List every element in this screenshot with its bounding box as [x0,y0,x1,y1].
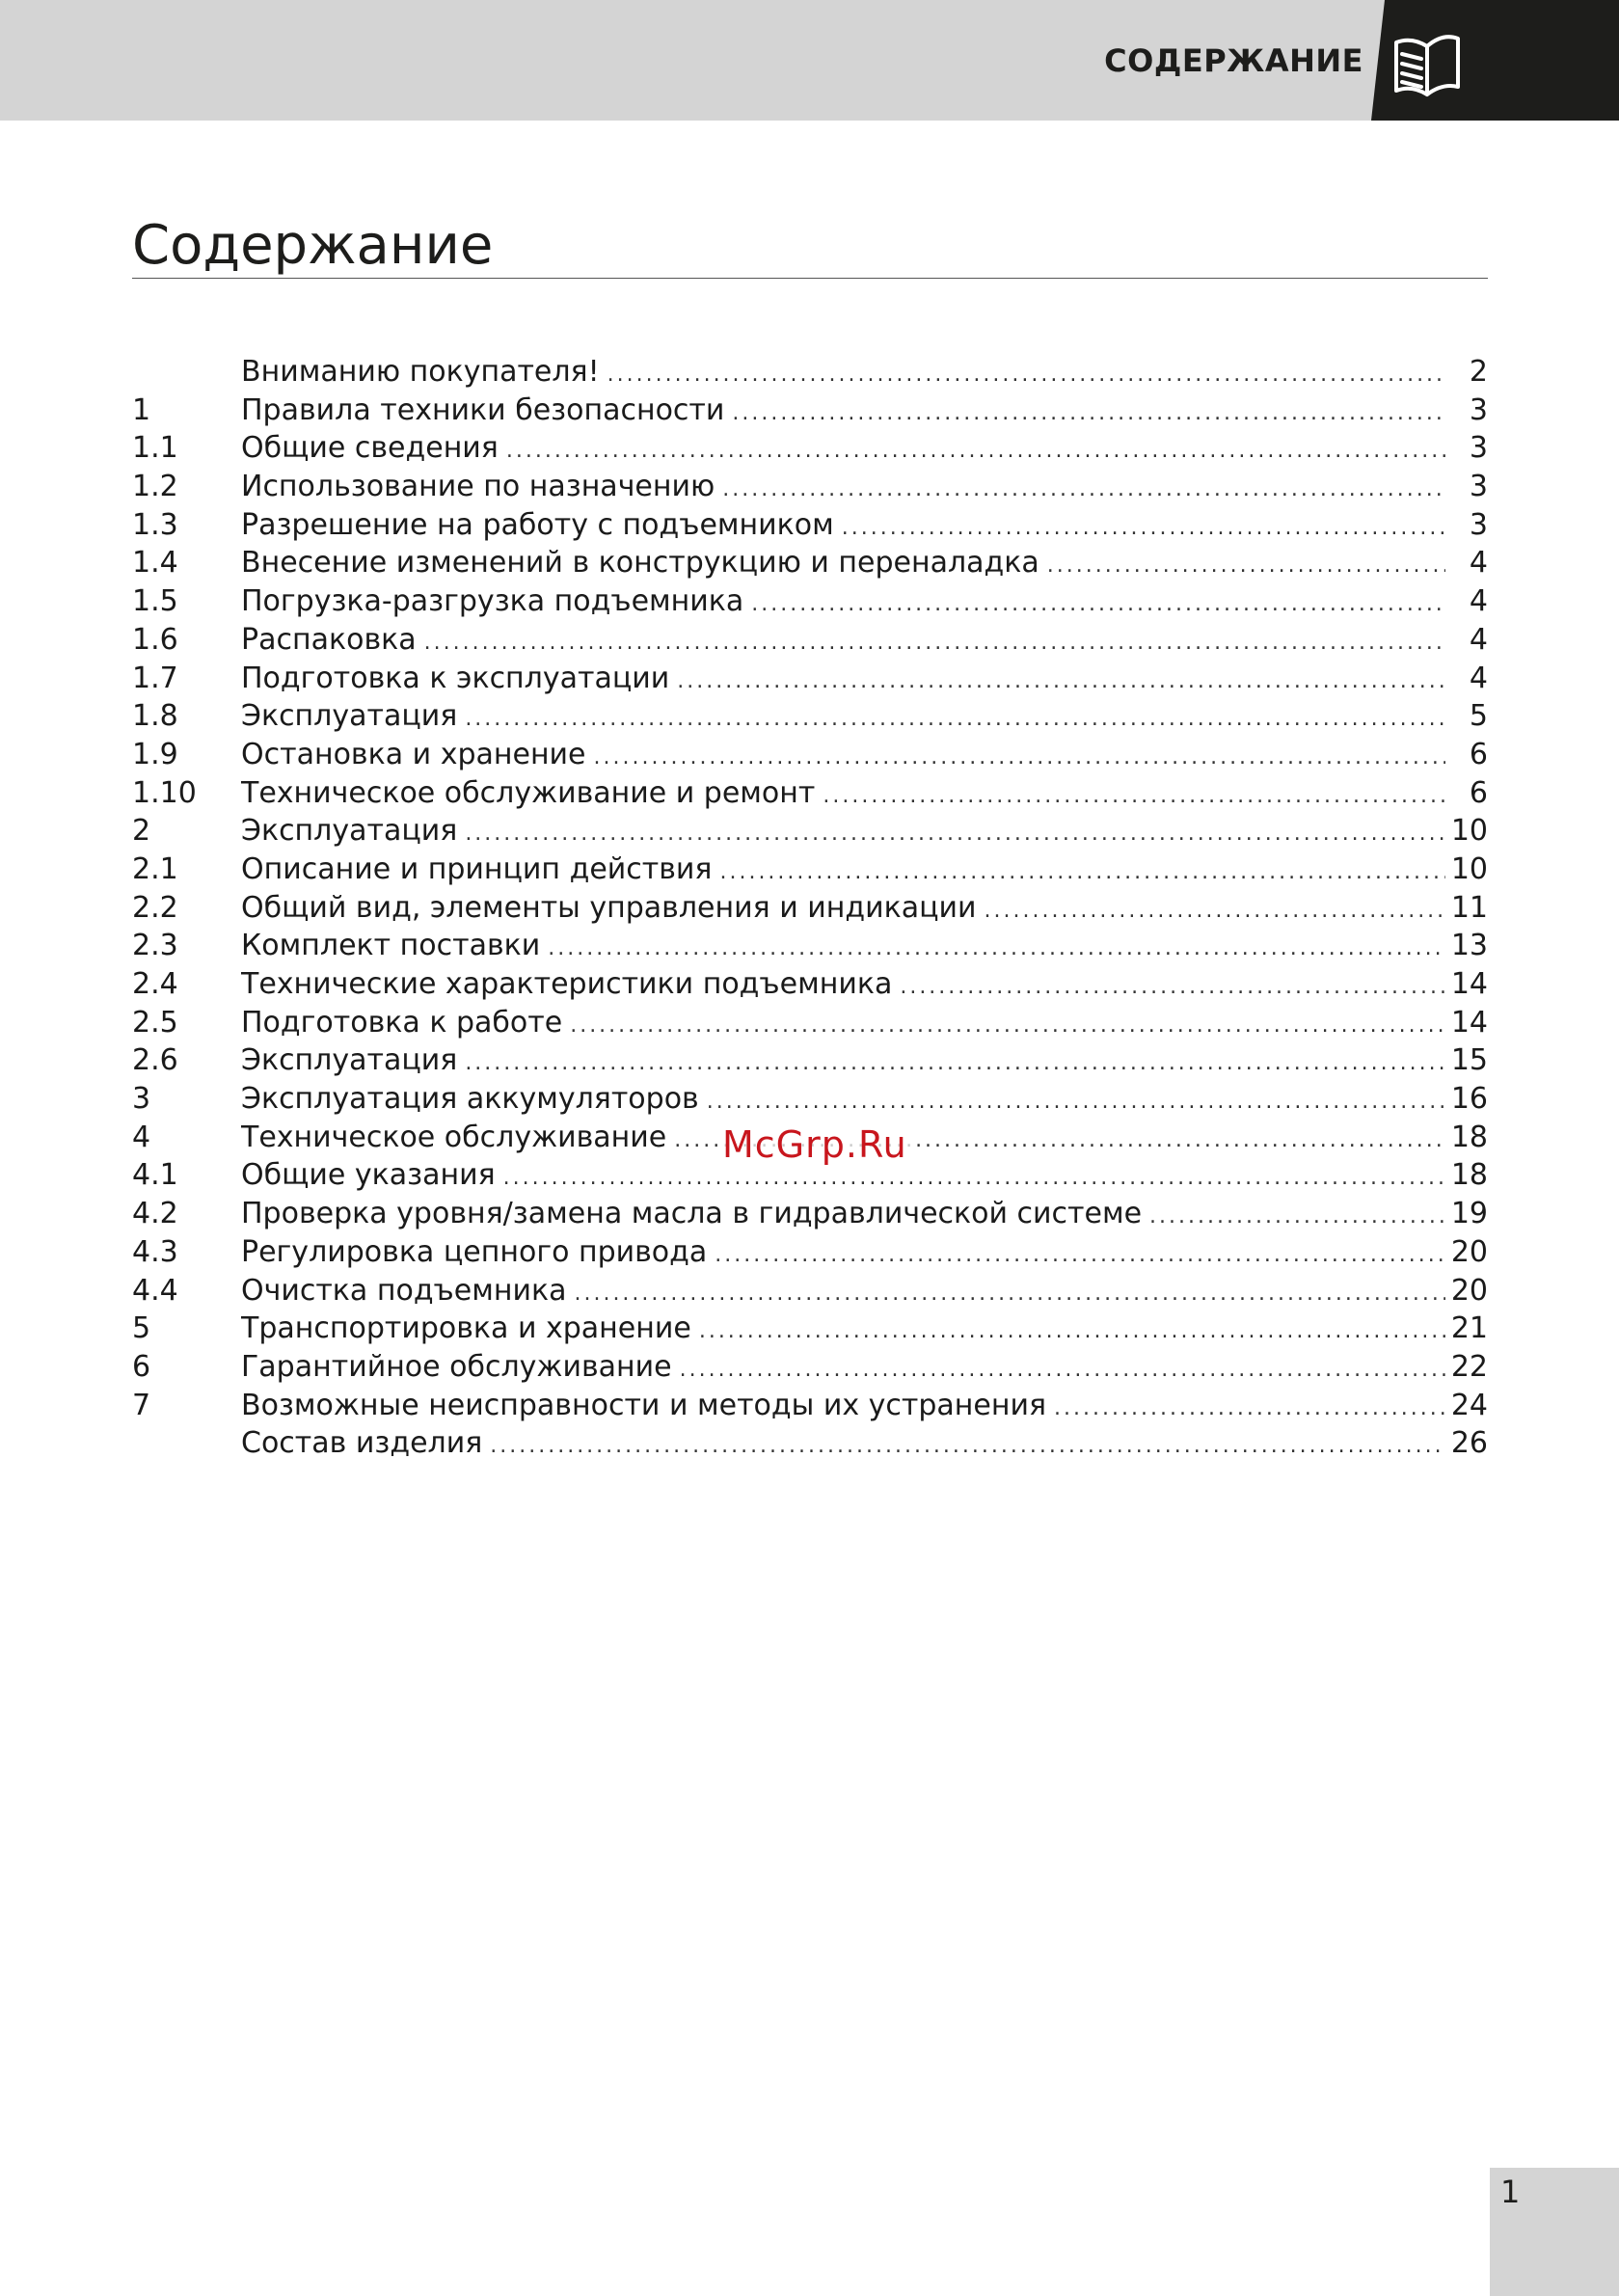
toc-section-number: 4.4 [132,1273,178,1308]
toc-page-number: 10 [1450,851,1488,886]
toc-page-number: 19 [1450,1197,1488,1231]
toc-section-number: 2 [132,814,151,849]
toc-entry-body [241,1233,1445,1275]
toc-page-number: 18 [1450,1120,1488,1154]
toc-entry-body [241,660,1445,701]
toc-entry[interactable] [132,353,1488,392]
toc-page-number: 3 [1469,507,1488,542]
toc-section-number: 1.8 [132,699,178,734]
table-of-contents [132,353,1488,1463]
toc-entry-body [241,1272,1445,1313]
toc-section-number: 1.10 [132,775,197,810]
toc-page-number: 3 [1469,431,1488,466]
toc-entry[interactable] [132,1233,1488,1272]
toc-entry[interactable] [132,1195,1488,1233]
toc-section-number: 2.6 [132,1043,178,1078]
toc-entry-body [241,1080,1445,1121]
toc-page-number: 6 [1469,775,1488,810]
toc-dot-leader [985,892,1446,931]
toc-section-title: Эксплуатация [241,814,458,849]
toc-dot-leader [465,815,1445,853]
toc-entry-body [241,889,1445,931]
toc-dot-leader [677,662,1445,701]
toc-dot-leader [506,432,1445,471]
toc-entry[interactable] [132,736,1488,774]
toc-entry-body [241,506,1445,548]
toc-section-title: Использование по назначению [241,470,715,504]
toc-entry-body [241,736,1445,777]
toc-page-number: 2 [1469,355,1488,389]
toc-page-number: 21 [1450,1311,1488,1346]
toc-dot-leader [548,930,1445,968]
toc-section-number: 1.7 [132,661,178,695]
toc-section-title: Подготовка к эксплуатации [241,661,670,695]
toc-section-number: 1.6 [132,622,178,657]
toc-dot-leader [699,1312,1445,1351]
toc-entry-body [241,1310,1445,1351]
toc-entry-body [241,965,1445,1007]
toc-dot-leader [503,1159,1445,1198]
toc-entry-body [241,1348,1445,1390]
toc-entry-body [241,621,1445,662]
toc-section-title: Комплект поставки [241,929,541,963]
toc-entry-body [241,1387,1445,1428]
toc-entry[interactable] [132,544,1488,582]
toc-entry-body [241,927,1445,968]
toc-entry-body [241,1004,1445,1045]
page-number: 1 [1500,2174,1521,2210]
toc-entry[interactable] [132,1387,1488,1425]
toc-section-title: Транспортировка и хранение [241,1311,691,1346]
toc-section-title: Регулировка цепного привода [241,1234,708,1269]
toc-section-number: 4.3 [132,1234,178,1269]
toc-section-number: 7 [132,1388,151,1422]
toc-page-number: 4 [1469,584,1488,619]
toc-section-number: 2.5 [132,1005,178,1040]
toc-entry-body [241,851,1445,892]
toc-section-title: Погрузка-разгрузка подъемника [241,584,744,619]
toc-entry[interactable] [132,697,1488,736]
toc-entry-body [241,468,1445,509]
toc-section-title: Гарантийное обслуживание [241,1349,672,1384]
toc-section-number: 4.1 [132,1158,178,1193]
toc-section-title: Правила техники безопасности [241,392,725,427]
toc-entry-body [241,812,1445,853]
toc-dot-leader [751,585,1445,624]
toc-dot-leader [424,624,1445,662]
toc-dot-leader [1047,547,1445,585]
toc-section-title: Общий вид, элементы управления и индикации [241,890,977,925]
toc-section-title: Подготовка к работе [241,1005,563,1040]
toc-page-number: 16 [1450,1082,1488,1117]
toc-entry-body [241,1041,1445,1083]
toc-entry[interactable] [132,506,1488,545]
toc-section-title: Возможные неисправности и методы их устранения [241,1388,1047,1422]
toc-entry-body [241,697,1445,739]
toc-dot-leader [490,1427,1445,1466]
toc-section-title: Остановка и хранение [241,737,586,771]
toc-entry-body [241,582,1445,624]
toc-entry[interactable] [132,1348,1488,1387]
toc-dot-leader [900,968,1445,1007]
toc-section-title: Очистка подъемника [241,1273,567,1308]
toc-page-number: 6 [1469,737,1488,771]
toc-dot-leader [594,739,1445,777]
toc-entry[interactable] [132,429,1488,468]
toc-section-title: Проверка уровня/замена масла в гидравлической системе [241,1197,1143,1231]
title-divider [132,278,1488,279]
toc-section-number: 1.4 [132,546,178,581]
toc-section-title: Внесение изменений в конструкцию и переналадка [241,546,1039,581]
toc-entry[interactable] [132,660,1488,698]
toc-section-title: Состав изделия [241,1426,483,1461]
toc-entry[interactable] [132,1041,1488,1080]
toc-section-number: 4 [132,1120,151,1154]
toc-entry[interactable] [132,1080,1488,1119]
toc-section-title: Общие указания [241,1158,496,1193]
toc-page-number: 15 [1450,1043,1488,1078]
toc-page-number: 11 [1450,890,1488,925]
toc-dot-leader [570,1007,1445,1045]
toc-entry[interactable] [132,965,1488,1004]
toc-section-number: 1.1 [132,431,178,466]
toc-entry[interactable] [132,851,1488,889]
toc-entry[interactable] [132,582,1488,621]
toc-entry-body [241,429,1445,471]
toc-page-number: 24 [1450,1388,1488,1422]
toc-dot-leader [842,509,1445,548]
toc-section-number: 1.3 [132,507,178,542]
toc-section-title: Эксплуатация [241,1043,458,1078]
toc-section-title: Вниманию покупателя! [241,355,600,389]
toc-dot-leader [719,853,1445,892]
toc-entry[interactable] [132,1004,1488,1042]
toc-section-number: 6 [132,1349,151,1384]
toc-section-title: Эксплуатация [241,699,458,734]
toc-entry-body [241,544,1445,585]
toc-dot-leader [574,1275,1445,1313]
toc-page-number: 10 [1450,814,1488,849]
toc-dot-leader [680,1351,1445,1390]
toc-entry[interactable] [132,812,1488,851]
toc-entry-body [241,774,1445,816]
open-book-icon [1389,27,1466,104]
toc-dot-leader [465,1044,1445,1083]
toc-entry[interactable] [132,1424,1488,1463]
toc-page-number: 14 [1450,1005,1488,1040]
toc-page-number: 3 [1469,470,1488,504]
toc-section-number: 1.9 [132,737,178,771]
toc-section-number: 2.4 [132,967,178,1001]
toc-section-number: 5 [132,1311,151,1346]
watermark: McGrp.Ru [718,1123,911,1166]
toc-page-number: 20 [1450,1234,1488,1269]
toc-page-number: 20 [1450,1273,1488,1308]
toc-page-number: 14 [1450,967,1488,1001]
toc-dot-leader [1054,1390,1445,1428]
toc-entry[interactable] [132,1272,1488,1310]
toc-section-title: Техническое обслуживание [241,1120,667,1154]
toc-section-title: Разрешение на работу с подъемником [241,507,834,542]
toc-page-number: 13 [1450,929,1488,963]
toc-dot-leader [1149,1198,1445,1236]
toc-page-number: 18 [1450,1158,1488,1193]
toc-entry-body [241,392,1445,433]
toc-entry[interactable] [132,468,1488,506]
toc-entry[interactable] [132,927,1488,965]
toc-section-number: 2.3 [132,929,178,963]
toc-entry-body [241,1424,1445,1466]
toc-dot-leader [823,777,1445,816]
header-section-label: СОДЕРЖАНИЕ [1104,42,1363,79]
toc-page-number: 22 [1450,1349,1488,1384]
toc-page-number: 4 [1469,546,1488,581]
toc-section-number: 2.2 [132,890,178,925]
toc-entry-body [241,353,1445,394]
toc-section-number: 4.2 [132,1197,178,1231]
toc-section-number: 1.2 [132,470,178,504]
toc-entry[interactable] [132,392,1488,430]
toc-section-number: 1.5 [132,584,178,619]
toc-entry[interactable] [132,621,1488,660]
toc-section-number: 1 [132,392,151,427]
toc-section-title: Технические характеристики подъемника [241,967,893,1001]
toc-dot-leader [722,471,1445,509]
toc-section-title: Общие сведения [241,431,499,466]
toc-section-title: Распаковка [241,622,417,657]
toc-dot-leader [465,700,1445,739]
toc-dot-leader [732,394,1445,433]
toc-page-number: 5 [1469,699,1488,734]
toc-page-number: 4 [1469,622,1488,657]
toc-dot-leader [707,1083,1445,1121]
toc-page-number: 4 [1469,661,1488,695]
page-title: Содержание [132,214,494,277]
toc-entry[interactable] [132,889,1488,928]
toc-section-title: Эксплуатация аккумуляторов [241,1082,699,1117]
toc-dot-leader [607,356,1445,394]
toc-page-number: 26 [1450,1426,1488,1461]
toc-section-title: Описание и принцип действия [241,851,713,886]
toc-entry[interactable] [132,774,1488,813]
toc-section-number: 2.1 [132,851,178,886]
toc-entry-body [241,1195,1445,1236]
toc-section-title: Техническое обслуживание и ремонт [241,775,816,810]
toc-page-number: 3 [1469,392,1488,427]
toc-entry[interactable] [132,1310,1488,1348]
toc-dot-leader [715,1236,1445,1275]
toc-section-number: 3 [132,1082,151,1117]
